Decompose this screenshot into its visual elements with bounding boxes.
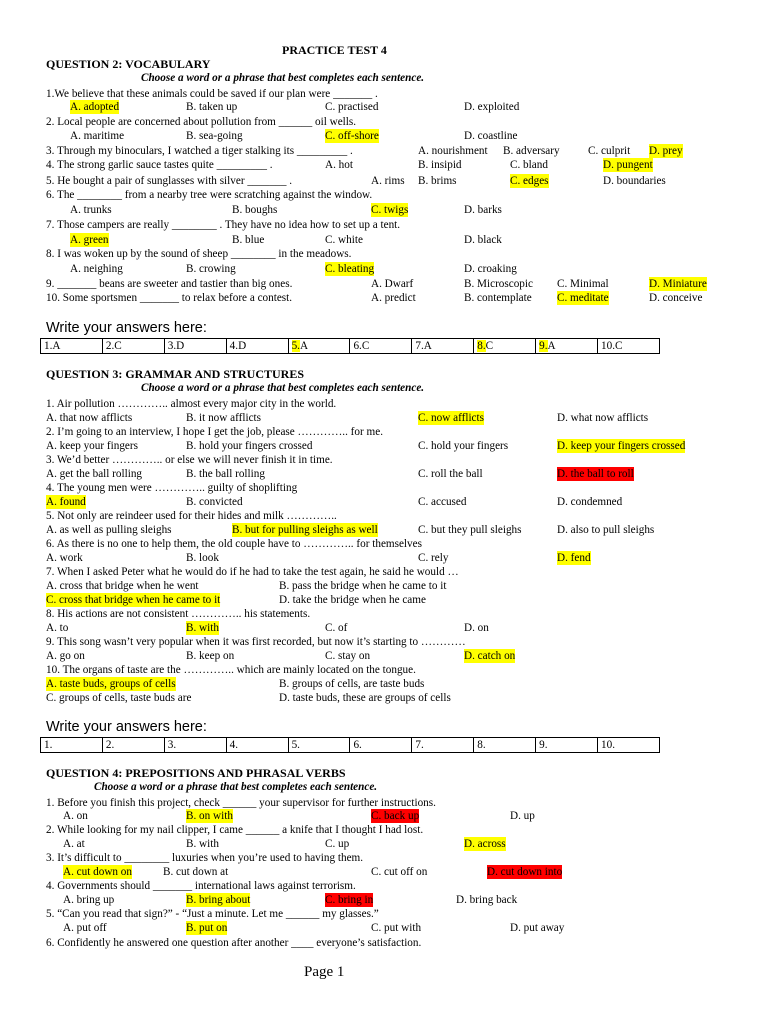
q2-q10-opt-d[interactable]: D. conceive bbox=[649, 292, 703, 304]
q4-stem-4: 4. Governments should _______ international laws against terrorism. bbox=[46, 880, 356, 892]
q3-q6-opt-a[interactable]: A. work bbox=[46, 552, 83, 564]
q3-q9-opt-c[interactable]: C. stay on bbox=[325, 650, 371, 662]
q2-q6-opt-b[interactable]: B. boughs bbox=[232, 204, 278, 216]
answer-cell[interactable]: 5.A bbox=[288, 339, 350, 354]
q3-q8-opt-a[interactable]: A. to bbox=[46, 622, 69, 634]
q3-q2-opt-d[interactable]: D. keep your fingers crossed bbox=[557, 440, 686, 452]
q3-q1-opt-a[interactable]: A. that now afflicts bbox=[46, 412, 133, 424]
q3-q4-opt-b[interactable]: B. convicted bbox=[186, 496, 243, 508]
q2-q1-opt-c[interactable]: C. practised bbox=[325, 101, 379, 113]
q3-q1-opt-d[interactable]: D. what now afflicts bbox=[557, 412, 649, 424]
q2-q3-opt-a[interactable]: A. nourishment bbox=[418, 145, 488, 157]
q3-q4-opt-d[interactable]: D. condemned bbox=[557, 496, 623, 508]
q2-stem-6: 6. The ________ from a nearby tree were scratching against the window. bbox=[46, 189, 373, 201]
q3-stem-7: 7. When I asked Peter what he would do if he had to take the test again, he said he would … bbox=[46, 566, 459, 578]
q2-instruction: Choose a word or a phrase that best completes each sentence. bbox=[141, 72, 425, 84]
q2-stem-3: 3. Through my binoculars, I watched a tiger stalking its _________ . bbox=[46, 145, 353, 157]
q2-stem-5: 5. He bought a pair of sunglasses with silver _______ . bbox=[46, 175, 293, 187]
q4-q2-opt-d[interactable]: D. across bbox=[464, 838, 506, 850]
answer-cell[interactable]: 1. bbox=[41, 738, 103, 753]
q4-q5-opt-c[interactable]: C. put with bbox=[371, 922, 422, 934]
q3-q5-opt-c[interactable]: C. but they pull sleighs bbox=[418, 524, 522, 536]
q3-q10-opt-a[interactable]: A. taste buds, groups of cells bbox=[46, 678, 176, 690]
q3-q6-opt-c[interactable]: C. rely bbox=[418, 552, 449, 564]
q3-q10-opt-c[interactable]: C. groups of cells, taste buds are bbox=[46, 692, 192, 704]
q2-q9-opt-c[interactable]: C. Minimal bbox=[557, 278, 609, 290]
q4-q5-opt-b[interactable]: B. put on bbox=[186, 922, 228, 934]
q2-q6-opt-c[interactable]: C. twigs bbox=[371, 204, 409, 216]
q2-q7-opt-c[interactable]: C. white bbox=[325, 234, 363, 246]
q3-stem-8: 8. His actions are not consistent ………….. his statements. bbox=[46, 608, 311, 620]
answer-cell[interactable]: 9.A bbox=[536, 339, 598, 354]
q4-heading: QUESTION 4: PREPOSITIONS AND PHRASAL VERBS bbox=[46, 766, 346, 780]
q4-q3-opt-d[interactable]: D. cut down into bbox=[487, 866, 563, 878]
q2-stem-2: 2. Local people are concerned about pollution from ______ oil wells. bbox=[46, 116, 357, 128]
page-title: PRACTICE TEST 4 bbox=[282, 43, 387, 57]
q4-stem-1: 1. Before you finish this project, check ______ your supervisor for further instructions. bbox=[46, 797, 436, 809]
q2-q9-opt-a[interactable]: A. Dwarf bbox=[371, 278, 414, 290]
q3-q3-opt-c[interactable]: C. roll the ball bbox=[418, 468, 483, 480]
q4-q1-opt-c[interactable]: C. back up bbox=[371, 810, 420, 822]
q3-q3-opt-a[interactable]: A. get the ball rolling bbox=[46, 468, 143, 480]
answer-cell[interactable]: 2.C bbox=[102, 339, 164, 354]
q3-q2-opt-a[interactable]: A. keep your fingers bbox=[46, 440, 138, 452]
q2-q5-opt-d[interactable]: D. boundaries bbox=[603, 175, 666, 187]
q3-q1-opt-c[interactable]: C. now afflicts bbox=[418, 412, 484, 424]
q3-q8-opt-d[interactable]: D. on bbox=[464, 622, 489, 634]
q3-q5-opt-d[interactable]: D. also to pull sleighs bbox=[557, 524, 655, 536]
q4-q5-opt-d[interactable]: D. put away bbox=[510, 922, 565, 934]
answer-cell[interactable]: 6. bbox=[350, 738, 412, 753]
q2-q7-opt-b[interactable]: B. blue bbox=[232, 234, 265, 246]
q4-q1-opt-a[interactable]: A. on bbox=[63, 810, 88, 822]
q3-q10-opt-b[interactable]: B. groups of cells, are taste buds bbox=[279, 678, 425, 690]
answer-cell[interactable]: 2. bbox=[102, 738, 164, 753]
q2-q4-opt-c[interactable]: C. bland bbox=[510, 159, 548, 171]
q3-stem-6: 6. As there is no one to help them, the old couple have to ………….. for themselves bbox=[46, 538, 422, 550]
page-number: Page 1 bbox=[304, 964, 345, 980]
answer-cell[interactable]: 10. bbox=[598, 738, 660, 753]
answer-cell[interactable]: 7.A bbox=[412, 339, 474, 354]
q2-q6-opt-a[interactable]: A. trunks bbox=[70, 204, 112, 216]
q2-q7-opt-d[interactable]: D. black bbox=[464, 234, 502, 246]
q2-q9-opt-b[interactable]: B. Microscopic bbox=[464, 278, 533, 290]
q2-q8-opt-b[interactable]: B. crowing bbox=[186, 263, 236, 275]
q3-q9-opt-b[interactable]: B. keep on bbox=[186, 650, 235, 662]
q4-q3-opt-b[interactable]: B. cut down at bbox=[163, 866, 229, 878]
q2-answer-table bbox=[40, 338, 660, 354]
q3-q2-opt-c[interactable]: C. hold your fingers bbox=[418, 440, 509, 452]
answer-cell[interactable]: 3.D bbox=[164, 339, 226, 354]
q4-q4-opt-c[interactable]: C. bring in bbox=[325, 894, 374, 906]
answer-cell[interactable]: 6.C bbox=[350, 339, 412, 354]
q4-stem-2: 2. While looking for my nail clipper, I came ______ a knife that I thought I had lost. bbox=[46, 824, 424, 836]
q3-q3-opt-d[interactable]: D. the ball to roll bbox=[557, 468, 634, 480]
q2-q10-opt-a[interactable]: A. predict bbox=[371, 292, 416, 304]
q3-stem-10: 10. The organs of taste are the ………….. which are mainly located on the tongue. bbox=[46, 664, 416, 676]
q2-q4-opt-a[interactable]: A. hot bbox=[325, 159, 353, 171]
q2-q2-opt-d[interactable]: D. coastline bbox=[464, 130, 518, 142]
q4-stem-6: 6. Confidently he answered one question after another ____ everyone’s satisfaction. bbox=[46, 937, 422, 949]
q3-stem-3: 3. We’d better ………….. or else we will never finish it in time. bbox=[46, 454, 333, 466]
q4-stem-3: 3. It’s difficult to ________ luxuries when you’re used to having them. bbox=[46, 852, 364, 864]
q2-q1-opt-a[interactable]: A. adopted bbox=[70, 101, 120, 113]
q2-stem-1: 1.We believe that these animals could be saved if our plan were _______ . bbox=[46, 88, 378, 100]
q3-stem-9: 9. This song wasn’t very popular when it was first recorded, but now it’s starting to ………… bbox=[46, 636, 466, 648]
q3-q4-opt-c[interactable]: C. accused bbox=[418, 496, 467, 508]
q3-q9-opt-a[interactable]: A. go on bbox=[46, 650, 85, 662]
q2-q7-opt-a[interactable]: A. green bbox=[70, 234, 109, 246]
q2-q8-opt-a[interactable]: A. neighing bbox=[70, 263, 123, 275]
q3-instruction: Choose a word or a phrase that best completes each sentence. bbox=[141, 382, 425, 394]
q2-q8-opt-c[interactable]: C. bleating bbox=[325, 263, 375, 275]
q2-q10-opt-c[interactable]: C. meditate bbox=[557, 292, 609, 304]
q2-stem-9: 9. _______ beans are sweeter and tastier than big ones. bbox=[46, 278, 293, 290]
q2-stem-7: 7. Those campers are really ________ . They have no idea how to set up a tent. bbox=[46, 219, 401, 231]
q4-q1-opt-b[interactable]: B. on with bbox=[186, 810, 233, 822]
q3-q7-opt-c[interactable]: C. cross that bridge when he came to it bbox=[46, 594, 221, 606]
answer-cell[interactable]: 1.A bbox=[41, 339, 103, 354]
q4-q4-opt-b[interactable]: B. bring about bbox=[186, 894, 251, 906]
q2-q8-opt-d[interactable]: D. croaking bbox=[464, 263, 517, 275]
q3-q6-opt-d[interactable]: D. fend bbox=[557, 552, 591, 564]
q2-q1-opt-d[interactable]: D. exploited bbox=[464, 101, 520, 113]
q3-q9-opt-d[interactable]: D. catch on bbox=[464, 650, 516, 662]
q4-q3-opt-c[interactable]: C. cut off on bbox=[371, 866, 428, 878]
q4-q5-opt-a[interactable]: A. put off bbox=[63, 922, 107, 934]
q4-q1-opt-d[interactable]: D. up bbox=[510, 810, 535, 822]
q2-q9-opt-d[interactable]: D. Miniature bbox=[649, 278, 707, 290]
q2-q6-opt-d[interactable]: D. barks bbox=[464, 204, 502, 216]
answer-cell[interactable]: 4. bbox=[226, 738, 288, 753]
q2-write-answers-label: Write your answers here: bbox=[46, 320, 207, 336]
q2-q10-opt-b[interactable]: B. contemplate bbox=[464, 292, 532, 304]
q2-q5-opt-a[interactable]: A. rims bbox=[371, 175, 405, 187]
q3-q8-opt-c[interactable]: C. of bbox=[325, 622, 348, 634]
answer-cell[interactable]: 9. bbox=[536, 738, 598, 753]
q3-q7-opt-a[interactable]: A. cross that bridge when he went bbox=[46, 580, 199, 592]
q2-q3-opt-b[interactable]: B. adversary bbox=[503, 145, 560, 157]
q3-q6-opt-b[interactable]: B. look bbox=[186, 552, 219, 564]
q2-q2-opt-b[interactable]: B. sea-going bbox=[186, 130, 243, 142]
q2-q5-opt-b[interactable]: B. brims bbox=[418, 175, 457, 187]
q3-q5-opt-a[interactable]: A. as well as pulling sleighs bbox=[46, 524, 172, 536]
q2-q1-opt-b[interactable]: B. taken up bbox=[186, 101, 238, 113]
q3-q2-opt-b[interactable]: B. hold your fingers crossed bbox=[186, 440, 313, 452]
q2-q3-opt-c[interactable]: C. culprit bbox=[588, 145, 631, 157]
answer-cell[interactable]: 10.C bbox=[598, 339, 660, 354]
q4-q2-opt-b[interactable]: B. with bbox=[186, 838, 219, 850]
q3-answer-table bbox=[40, 737, 660, 753]
q3-stem-4: 4. The young men were ………….. guilty of shoplifting bbox=[46, 482, 298, 494]
q2-q2-opt-c[interactable]: C. off-shore bbox=[325, 130, 379, 142]
answer-cell[interactable]: 8. bbox=[474, 738, 536, 753]
q4-stem-5: 5. “Can you read that sign?” - “Just a minute. Let me ______ my glasses.” bbox=[46, 908, 379, 920]
q3-stem-5: 5. Not only are reindeer used for their hides and milk ………….. bbox=[46, 510, 337, 522]
q4-instruction: Choose a word or a phrase that best completes each sentence. bbox=[94, 781, 378, 793]
q2-stem-4: 4. The strong garlic sauce tastes quite _________ . bbox=[46, 159, 273, 171]
q2-q5-opt-c[interactable]: C. edges bbox=[510, 175, 549, 187]
q3-q4-opt-a[interactable]: A. found bbox=[46, 496, 86, 508]
q3-q5-opt-b[interactable]: B. but for pulling sleighs as well bbox=[232, 524, 378, 536]
q3-heading: QUESTION 3: GRAMMAR AND STRUCTURES bbox=[46, 367, 305, 381]
q3-q7-opt-d[interactable]: D. take the bridge when he came bbox=[279, 594, 426, 606]
q2-stem-10: 10. Some sportsmen _______ to relax before a contest. bbox=[46, 292, 293, 304]
q4-q3-opt-a[interactable]: A. cut down on bbox=[63, 866, 132, 878]
q3-stem-1: 1. Air pollution ………….. almost every major city in the world. bbox=[46, 398, 337, 410]
q4-q2-opt-c[interactable]: C. up bbox=[325, 838, 350, 850]
q3-q7-opt-b[interactable]: B. pass the bridge when he came to it bbox=[279, 580, 447, 592]
q2-stem-8: 8. I was woken up by the sound of sheep ________ in the meadows. bbox=[46, 248, 352, 260]
q4-q4-opt-d[interactable]: D. bring back bbox=[456, 894, 518, 906]
q2-q4-opt-b[interactable]: B. insipid bbox=[418, 159, 462, 171]
q3-q8-opt-b[interactable]: B. with bbox=[186, 622, 219, 634]
answer-cell[interactable]: 4.D bbox=[226, 339, 288, 354]
answer-cell[interactable]: 5. bbox=[288, 738, 350, 753]
q3-stem-2: 2. I’m going to an interview, I hope I get the job, please ………….. for me. bbox=[46, 426, 383, 438]
q3-q1-opt-b[interactable]: B. it now afflicts bbox=[186, 412, 261, 424]
q4-q2-opt-a[interactable]: A. at bbox=[63, 838, 85, 850]
q2-q2-opt-a[interactable]: A. maritime bbox=[70, 130, 125, 142]
answer-cell[interactable]: 7. bbox=[412, 738, 474, 753]
q2-q4-opt-d[interactable]: D. pungent bbox=[603, 159, 653, 171]
q4-q4-opt-a[interactable]: A. bring up bbox=[63, 894, 115, 906]
q2-heading: QUESTION 2: VOCABULARY bbox=[46, 57, 211, 71]
answer-cell[interactable]: 8.C bbox=[474, 339, 536, 354]
q3-q10-opt-d[interactable]: D. taste buds, these are groups of cells bbox=[279, 692, 451, 704]
q3-q3-opt-b[interactable]: B. the ball rolling bbox=[186, 468, 265, 480]
q2-q3-opt-d[interactable]: D. prey bbox=[649, 145, 683, 157]
answer-cell[interactable]: 3. bbox=[164, 738, 226, 753]
q3-write-answers-label: Write your answers here: bbox=[46, 719, 207, 735]
